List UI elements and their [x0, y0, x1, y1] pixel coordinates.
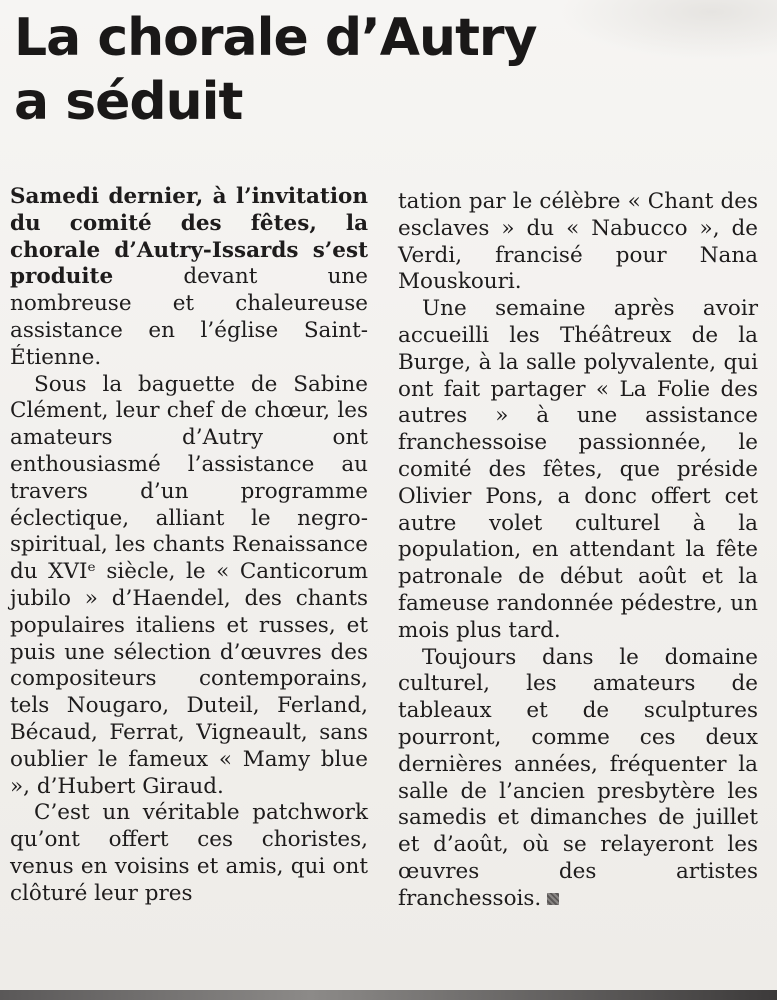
paragraph-5	[398, 645, 758, 913]
paragraph-3-start: C’est un véritable patchwork qu’ont offert ces choristes, venus en voisins et amis, qui ont clôturé leur pres	[10, 800, 368, 906]
paragraph-1-rest: devant une nombreuse et chaleureuse assistance en l’église Saint-Étienne.	[10, 264, 368, 370]
end-of-article-icon	[547, 893, 559, 905]
paragraph-3-end: tation par le célèbre « Chant des esclaves » du « Nabucco », de Verdi, francisé pour Nana Mouskouri.	[398, 189, 758, 295]
article-column-right	[398, 189, 758, 913]
headline-line-2: a séduit	[14, 72, 243, 132]
lead-text: Samedi dernier, à l’invitation du comité des fêtes, la chorale d’Autry-Issards s’est produite	[10, 184, 368, 290]
paragraph-1	[10, 184, 368, 372]
article-headline	[14, 6, 634, 134]
page-bottom-edge	[0, 990, 777, 1000]
paragraph-2: Sous la baguette de Sabine Clément, leur chef de chœur, les amateurs d’Autry ont enthousiasmé l’assistance au travers d’un programme éclectique, alliant le negro-spiritual, les chants Renaissance du XVIᵉ siècle, le « Canticorum jubilo » d’Haendel, des chants populaires italiens et russes, et puis une sélection d’œuvres des compositeurs contemporains, tels Nougaro, Duteil, Ferland, Bécaud, Ferrat, Vigneault, sans oublier le fameux « Mamy blue », d’Hubert Giraud.	[10, 371, 368, 799]
paragraph-5-text: Toujours dans le domaine culturel, les amateurs de tableaux et de sculptures pourront, comme ces deux dernières années, fréquenter la salle de l’ancien presbytère les samedis et dimanches de juillet et d’août, où se relayeront les œuvres des artistes franchessois.	[398, 644, 758, 911]
headline-line-1: La chorale d’Autry	[14, 8, 537, 68]
paragraph-4: Une semaine après avoir accueilli les Théâtreux de la Burge, à la salle polyvalente, qui ont fait partager « La Folie des autres » à une assistance franchessoise passionnée, le comité des fêtes, que préside Olivier Pons, a donc offert cet autre volet culturel à la population, en attendant la fête patronale de début août et la fameuse randonnée pédestre, un mois plus tard.	[398, 296, 758, 643]
next-article-bleed	[480, 940, 777, 990]
article-column-left	[10, 184, 368, 908]
